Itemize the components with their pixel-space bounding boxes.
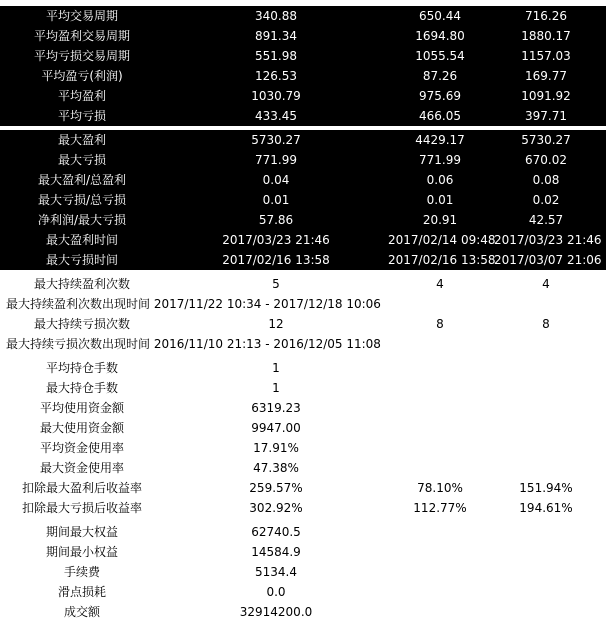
stat-value-3: 194.61%: [519, 501, 573, 515]
stat-value-3: 1157.03: [521, 49, 571, 63]
stat-label: 最大持续亏损次数: [33, 317, 130, 331]
stat-value-3: [494, 358, 598, 378]
stat-row: [0, 522, 606, 542]
stat-value-2: 8: [436, 317, 444, 331]
stat-row: [0, 438, 606, 458]
stat-value-2: 2017/02/16 13:58: [388, 253, 496, 267]
stat-value-2: 78.10%: [417, 481, 463, 495]
stat-value-1: 2017/03/23 21:46: [222, 233, 330, 247]
stat-label: 成交额: [63, 605, 100, 619]
stat-value-3: 716.26: [525, 9, 567, 23]
stat-label: 平均亏损: [57, 109, 106, 123]
stat-value-1: 5730.27: [251, 133, 301, 147]
stat-value-3: [494, 562, 598, 582]
stat-value-3: 0.02: [532, 193, 560, 207]
stat-value-1: 551.98: [255, 49, 297, 63]
stat-label: 最大使用资金额: [39, 421, 124, 435]
stat-value-1: 2017/11/22 10:34 - 2017/12/18 10:06: [153, 297, 381, 311]
stat-value-2: 650.44: [419, 9, 461, 23]
stat-row: [0, 230, 606, 250]
stat-label: 扣除最大亏损后收益率: [21, 501, 142, 515]
stat-row: [0, 498, 606, 518]
stat-row: [0, 418, 606, 438]
stat-label: 最大盈利时间: [45, 233, 118, 247]
stat-value-3: [494, 582, 598, 602]
stat-value-3: 1880.17: [521, 29, 571, 43]
stat-value-3: [494, 602, 598, 622]
stat-value-3: [494, 522, 598, 542]
stat-row: [0, 190, 606, 210]
stat-value-2: [388, 358, 492, 378]
stat-value-2: [388, 418, 492, 438]
stat-row: [0, 334, 606, 354]
stat-row: [0, 46, 606, 66]
stat-value-2: [388, 542, 492, 562]
stat-value-1: 5134.4: [255, 565, 297, 579]
stat-value-2: 112.77%: [413, 501, 467, 515]
stat-label: 最大持续盈利次数出现时间: [6, 297, 151, 311]
stat-label: 最大持续盈利次数: [33, 277, 130, 291]
stat-row: [0, 542, 606, 562]
stat-value-3: [494, 378, 598, 398]
stat-label: 平均持仓手数: [45, 361, 118, 375]
stat-value-3: [494, 542, 598, 562]
stat-value-3: 4: [542, 277, 550, 291]
stat-value-1: 126.53: [255, 69, 297, 83]
stat-value-2: 87.26: [422, 69, 458, 83]
stat-value-3: 670.02: [525, 153, 567, 167]
stat-value-2: [388, 602, 492, 622]
stat-value-1: 1030.79: [251, 89, 301, 103]
stat-label: 平均盈亏(利润): [41, 69, 123, 83]
stat-value-1: 6319.23: [251, 401, 301, 415]
stat-value-3: 0.08: [532, 173, 560, 187]
stat-value-3: 8: [542, 317, 550, 331]
stat-value-2: [388, 522, 492, 542]
stat-value-1: 2017/02/16 13:58: [222, 253, 330, 267]
stat-label: 手续费: [63, 565, 100, 579]
stat-value-2: 771.99: [419, 153, 461, 167]
stat-label: 最大盈利: [57, 133, 106, 147]
stat-label: 最大亏损时间: [45, 253, 118, 267]
stat-value-1: 9947.00: [251, 421, 301, 435]
stat-value-3: [494, 418, 598, 438]
stat-value-1: 0.0: [266, 585, 286, 599]
stat-value-1: 5: [272, 277, 280, 291]
stat-value-2: [388, 458, 492, 478]
stat-row: [0, 106, 606, 126]
stat-value-2: 466.05: [419, 109, 461, 123]
stat-label: 平均交易周期: [45, 9, 118, 23]
stat-value-1: 1: [272, 361, 280, 375]
stat-row-range: [0, 294, 392, 314]
stat-row: [0, 250, 606, 270]
stat-row: [0, 582, 606, 602]
stat-row: [0, 358, 606, 378]
stat-value-1: 433.45: [255, 109, 297, 123]
stat-row: [0, 602, 606, 622]
stat-value-1: 47.38%: [253, 461, 299, 475]
stat-label: 平均使用资金额: [39, 401, 124, 415]
stat-value-2: [388, 398, 492, 418]
stat-row: [0, 398, 606, 418]
stat-value-1: 57.86: [258, 213, 294, 227]
stat-value-1: 1: [272, 381, 280, 395]
stat-value-3: 151.94%: [519, 481, 573, 495]
stat-value-2: [388, 378, 492, 398]
stat-row: [0, 170, 606, 190]
stat-row: [0, 562, 606, 582]
stat-label: 扣除最大盈利后收益率: [21, 481, 142, 495]
stat-row: [0, 378, 606, 398]
stat-value-2: 4429.17: [415, 133, 465, 147]
stat-value-2: [388, 582, 492, 602]
stat-value-2: 1055.54: [415, 49, 465, 63]
stat-row: [0, 6, 606, 26]
stat-value-3: 2017/03/07 21:06: [494, 253, 602, 267]
stat-row: [0, 150, 606, 170]
stat-row: [0, 294, 606, 314]
stat-label: 净利润/最大亏损: [37, 213, 127, 227]
stat-label: 平均资金使用率: [39, 441, 124, 455]
stat-value-1: 0.04: [262, 173, 290, 187]
stat-value-1: 62740.5: [251, 525, 301, 539]
stat-value-1: 302.92%: [249, 501, 303, 515]
stat-label: 平均盈利: [57, 89, 106, 103]
stat-label: 期间最小权益: [45, 545, 118, 559]
stat-value-1: 17.91%: [253, 441, 299, 455]
stat-value-1: 259.57%: [249, 481, 303, 495]
stat-value-3: 169.77: [525, 69, 567, 83]
stat-row: [0, 26, 606, 46]
stat-value-2: 1694.80: [415, 29, 465, 43]
stat-value-2: 4: [436, 277, 444, 291]
stat-row: [0, 274, 606, 294]
stat-row: [0, 66, 606, 86]
stat-value-3: 5730.27: [521, 133, 571, 147]
stat-value-2: 975.69: [419, 89, 461, 103]
stat-value-1: 12: [268, 317, 284, 331]
stat-row: [0, 130, 606, 150]
stat-value-1: 0.01: [262, 193, 290, 207]
stat-value-1: 891.34: [255, 29, 297, 43]
stat-value-2: 0.06: [426, 173, 454, 187]
stat-value-3: [494, 438, 598, 458]
stat-label: 最大亏损/总亏损: [37, 193, 127, 207]
stat-value-1: 32914200.0: [239, 605, 313, 619]
stat-value-2: 0.01: [426, 193, 454, 207]
stat-value-1: 14584.9: [251, 545, 301, 559]
stat-label: 最大盈利/总盈利: [37, 173, 127, 187]
stat-value-1: 340.88: [255, 9, 297, 23]
stat-value-3: 42.57: [528, 213, 564, 227]
stat-label: 最大亏损: [57, 153, 106, 167]
stat-row: [0, 86, 606, 106]
stat-label: 平均盈利交易周期: [33, 29, 130, 43]
stat-row: [0, 478, 606, 498]
stat-label: 最大持续亏损次数出现时间: [6, 337, 151, 351]
stat-value-1: 771.99: [255, 153, 297, 167]
stat-label: 期间最大权益: [45, 525, 118, 539]
stat-row: [0, 210, 606, 230]
stat-value-3: 397.71: [525, 109, 567, 123]
stat-label: 最大资金使用率: [39, 461, 124, 475]
stat-row: [0, 314, 606, 334]
stat-label: 滑点损耗: [57, 585, 106, 599]
stat-value-3: 2017/03/23 21:46: [494, 233, 602, 247]
stat-label: 最大持仓手数: [45, 381, 118, 395]
stat-value-3: 1091.92: [521, 89, 571, 103]
stat-row-range: [0, 334, 392, 354]
stat-value-2: [388, 562, 492, 582]
stat-label: 平均亏损交易周期: [33, 49, 130, 63]
stat-value-2: 20.91: [422, 213, 458, 227]
stat-value-2: 2017/02/14 09:48: [388, 233, 496, 247]
stat-value-1: 2016/11/10 21:13 - 2016/12/05 11:08: [153, 337, 381, 351]
stat-value-3: [494, 398, 598, 418]
stat-row: [0, 458, 606, 478]
stat-value-3: [494, 458, 598, 478]
stat-value-2: [388, 438, 492, 458]
